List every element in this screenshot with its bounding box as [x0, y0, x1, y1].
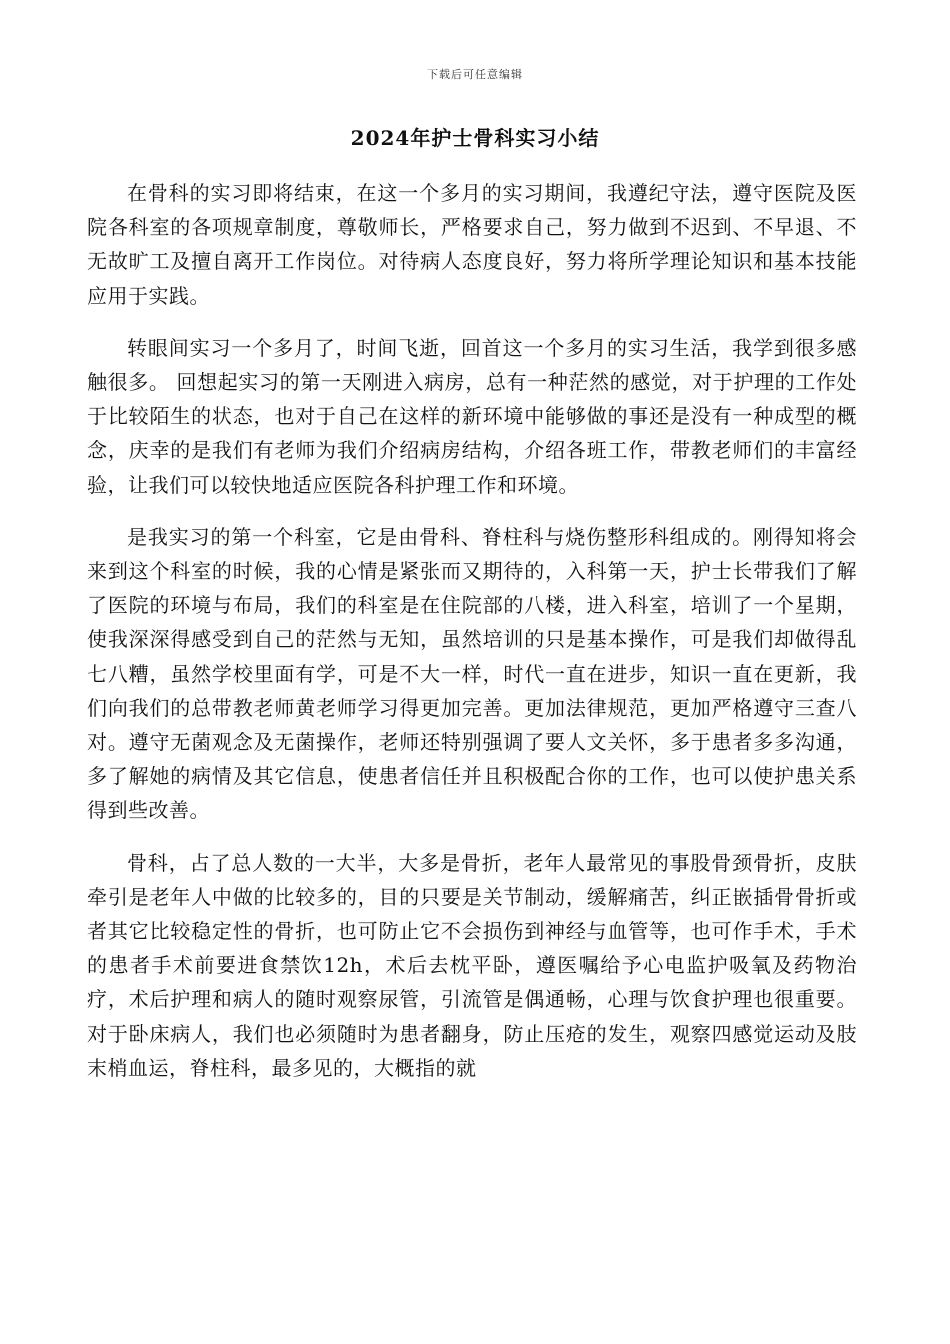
paragraph: 在骨科的实习即将结束，在这一个多月的实习期间，我遵纪守法，遵守医院及医院各科室的各项规章制度，尊敬师长，严格要求自己，努力做到不迟到、不早退、不无故旷工及擅自离开工作岗位。对待病人态度良好，努力将所学理论知识和基本技能应用于实践。: [87, 181, 857, 308]
paragraph: 是我实习的第一个科室，它是由骨科、脊柱科与烧伤整形科组成的。刚得知将会来到这个科室的时候，我的心情是紧张而又期待的，入科第一天，护士长带我们了解了医院的环境与布局，我们的科室是在住院部的八楼，进入科室，培训了一个星期，使我深深得感受到自己的茫然与无知，虽然培训的只是基本操作，可是我们却做得乱七八糟，虽然学校里面有学，可是不大一样，时代一直在进步，知识一直在更新，我们向我们的总带教老师黄老师学习得更加完善。更加法律规范，更加严格遵守三查八对。遵守无菌观念及无菌操作，老师还特别强调了要人文关怀，多于患者多多沟通，多了解她的病情及其它信息，使患者信任并且积极配合你的工作，也可以使护患关系得到些改善。: [87, 524, 857, 823]
paragraph: 转眼间实习一个多月了，时间飞逝，回首这一个多月的实习生活，我学到很多感触很多。 回想起实习的第一天刚进入病房，总有一种茫然的感觉，对于护理的工作处于比较陌生的状态，也对于自己在这样的新环境中能够做的事还是没有一种成型的概念，庆幸的是我们有老师为我们介绍病房结构，介绍各班工作，带教老师们的丰富经验，让我们可以较快地适应医院各科护理工作和环境。: [87, 335, 857, 497]
header-note: 下载后可任意编辑: [427, 68, 523, 81]
document-body: [87, 176, 857, 1103]
document-title: 2024年护士骨科实习小结: [350, 126, 600, 150]
paragraph: 骨科，占了总人数的一大半，大多是骨折，老年人最常见的事股骨颈骨折，皮肤牵引是老年人中做的比较多的，目的只要是关节制动，缓解痛苦，纠正嵌插骨骨折或者其它比较稳定性的骨折，也可防止它不会损伤到神经与血管等，也可作手术，手术的患者手术前要进食禁饮12h，术后去枕平卧，遵医嘱给予心电监护吸氧及药物治疗，术后护理和病人的随时观察尿管，引流管是偶通畅，心理与饮食护理也很重要。对于卧床病人，我们也必须随时为患者翻身，防止压疮的发生，观察四感觉运动及肢末梢血运，脊柱科，最多见的，大概指的就: [87, 850, 857, 1080]
